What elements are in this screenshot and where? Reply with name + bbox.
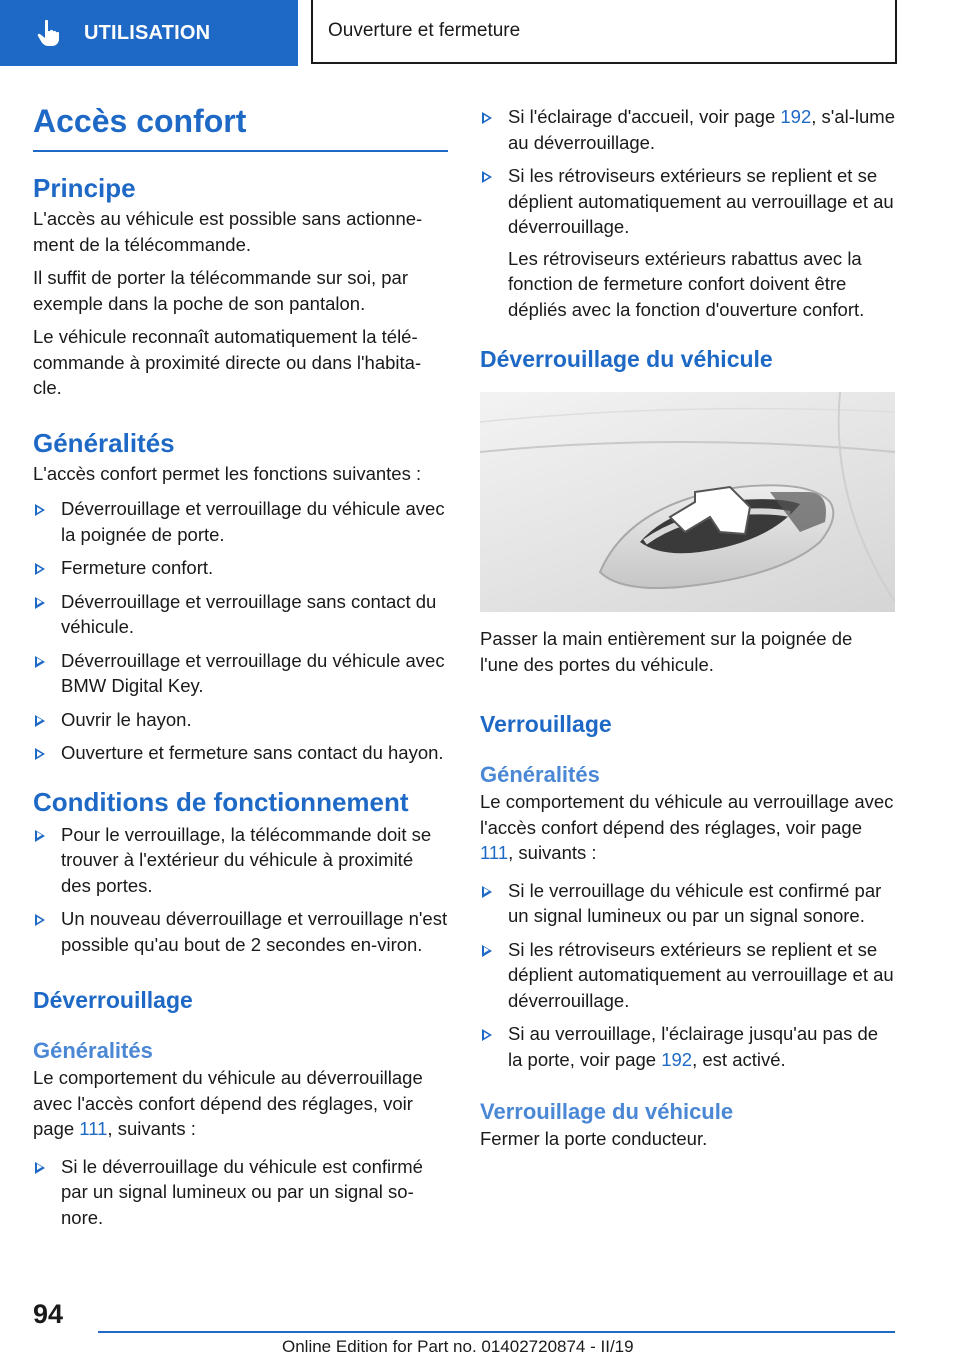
generalites-heading: Généralités: [33, 427, 175, 458]
bullet-triangle-icon: [35, 830, 45, 842]
list-item: Fermeture confort.: [33, 555, 448, 581]
deverrouillage-list: [33, 1154, 448, 1231]
principe-heading: Principe: [33, 173, 136, 203]
page-link[interactable]: 192: [661, 1048, 693, 1070]
bullet-triangle-icon: [35, 748, 45, 760]
bullet-triangle-icon: [35, 1162, 45, 1174]
bullet-triangle-icon: [482, 112, 492, 124]
chapter-header: [311, 0, 897, 64]
conditions-list: [33, 822, 448, 958]
list-item: Si au verrouillage, l'éclairage jusqu'au pas de la porte, voir page 192, est activé.: [480, 1021, 895, 1072]
page-link[interactable]: 192: [780, 106, 812, 127]
section-tab[interactable]: [0, 0, 298, 66]
bullet-triangle-icon: [482, 886, 492, 898]
section-label: UTILISATION: [84, 21, 211, 44]
left-column: [33, 100, 448, 1238]
right-column: [480, 104, 895, 1152]
list-item: Si le déverrouillage du véhicule est confirmé par un signal lumineux ou par un signal so‐nore.: [33, 1154, 448, 1231]
unlock-caption: Passer la main entièrement sur la poignée de l'une des portes du véhicule.: [480, 628, 853, 675]
page-link[interactable]: 111: [480, 842, 509, 863]
list-item: Si les rétroviseurs extérieurs se replient et se déplient automatiquement au verrouillage et au déverrouillage.: [480, 937, 895, 1014]
bullet-triangle-icon: [35, 914, 45, 926]
unlock-options-list: [480, 104, 895, 240]
unlock-vehicle-heading: Déverrouillage du véhicule: [480, 346, 773, 372]
list-item: Déverrouillage et verrouillage du véhicule avec BMW Digital Key.: [33, 648, 448, 699]
bullet-triangle-icon: [35, 656, 45, 668]
page-title: Accès confort: [33, 100, 448, 152]
page-link[interactable]: 111: [79, 1118, 108, 1139]
door-handle-illustration: [480, 392, 895, 612]
lock-options-list: [480, 878, 895, 1073]
list-item: Un nouveau déverrouillage et verrouillage n'est possible qu'au bout de 2 secondes en‐viron.: [33, 906, 448, 957]
principe-paragraph-1: L'accès au véhicule est possible sans actionne‐ment de la télécommande.: [33, 208, 423, 255]
list-item: Ouvrir le hayon.: [33, 707, 448, 733]
bullet-triangle-icon: [35, 504, 45, 516]
bullet-triangle-icon: [35, 715, 45, 727]
verrouillage-paragraph: Le comportement du véhicule au verrouillage avec l'accès confort dépend des réglages, voir page 111, suivants :: [480, 791, 894, 863]
hand-pointer-icon: [34, 18, 64, 48]
deverrouillage-heading: Déverrouillage: [33, 987, 193, 1013]
verrouillage-heading: Verrouillage: [480, 711, 612, 737]
features-list: [33, 496, 448, 766]
bullet-triangle-icon: [482, 171, 492, 183]
list-item: Ouverture et fermeture sans contact du hayon.: [33, 740, 448, 766]
footer-divider: [98, 1331, 895, 1333]
verrouillage-subheading: Généralités: [480, 762, 600, 787]
mirror-note: Les rétroviseurs extérieurs rabattus avec la fonction de fermeture confort doivent être dépliés avec la fonction d'ouverture confort.: [508, 247, 865, 320]
list-item: Si le verrouillage du véhicule est confirmé par un signal lumineux ou par un signal sonore.: [480, 878, 895, 929]
list-item: Déverrouillage et verrouillage du véhicule avec la poignée de porte.: [33, 496, 448, 547]
lock-vehicle-heading: Verrouillage du véhicule: [480, 1099, 734, 1124]
door-handle-image: [480, 392, 895, 612]
edition-footer: Online Edition for Part no. 01402720874 - II/19: [282, 1337, 634, 1356]
bullet-triangle-icon: [482, 1029, 492, 1041]
deverrouillage-subheading: Généralités: [33, 1038, 153, 1063]
chapter-label: Ouverture et fermeture: [328, 20, 521, 41]
lock-vehicle-text: Fermer la porte conducteur.: [480, 1128, 708, 1149]
principe-paragraph-3: Le véhicule reconnaît automatiquement la télé‐commande à proximité directe ou dans l'habita‐cle.: [33, 326, 422, 398]
bullet-triangle-icon: [35, 563, 45, 575]
list-item: Si l'éclairage d'accueil, voir page 192, s'al‐lume au déverrouillage.: [480, 104, 895, 155]
deverrouillage-paragraph: Le comportement du véhicule au déverrouillage avec l'accès confort dépend des réglages, voir page 111, suivants :: [33, 1067, 423, 1139]
generalites-intro: L'accès confort permet les fonctions suivantes :: [33, 462, 422, 484]
bullet-triangle-icon: [482, 945, 492, 957]
page-number: 94: [33, 1299, 64, 1329]
list-item: Pour le verrouillage, la télécommande doit se trouver à l'extérieur du véhicule à proximité des portes.: [33, 822, 448, 899]
list-item: Déverrouillage et verrouillage sans contact du véhicule.: [33, 589, 448, 640]
principe-paragraph-2: Il suffit de porter la télécommande sur soi, par exemple dans la poche de son pantalon.: [33, 267, 408, 314]
conditions-heading: Conditions de fonctionnement: [33, 786, 409, 817]
list-item: Si les rétroviseurs extérieurs se replient et se déplient automatiquement au verrouillage et au déverrouillage.: [480, 163, 895, 240]
bullet-triangle-icon: [35, 597, 45, 609]
